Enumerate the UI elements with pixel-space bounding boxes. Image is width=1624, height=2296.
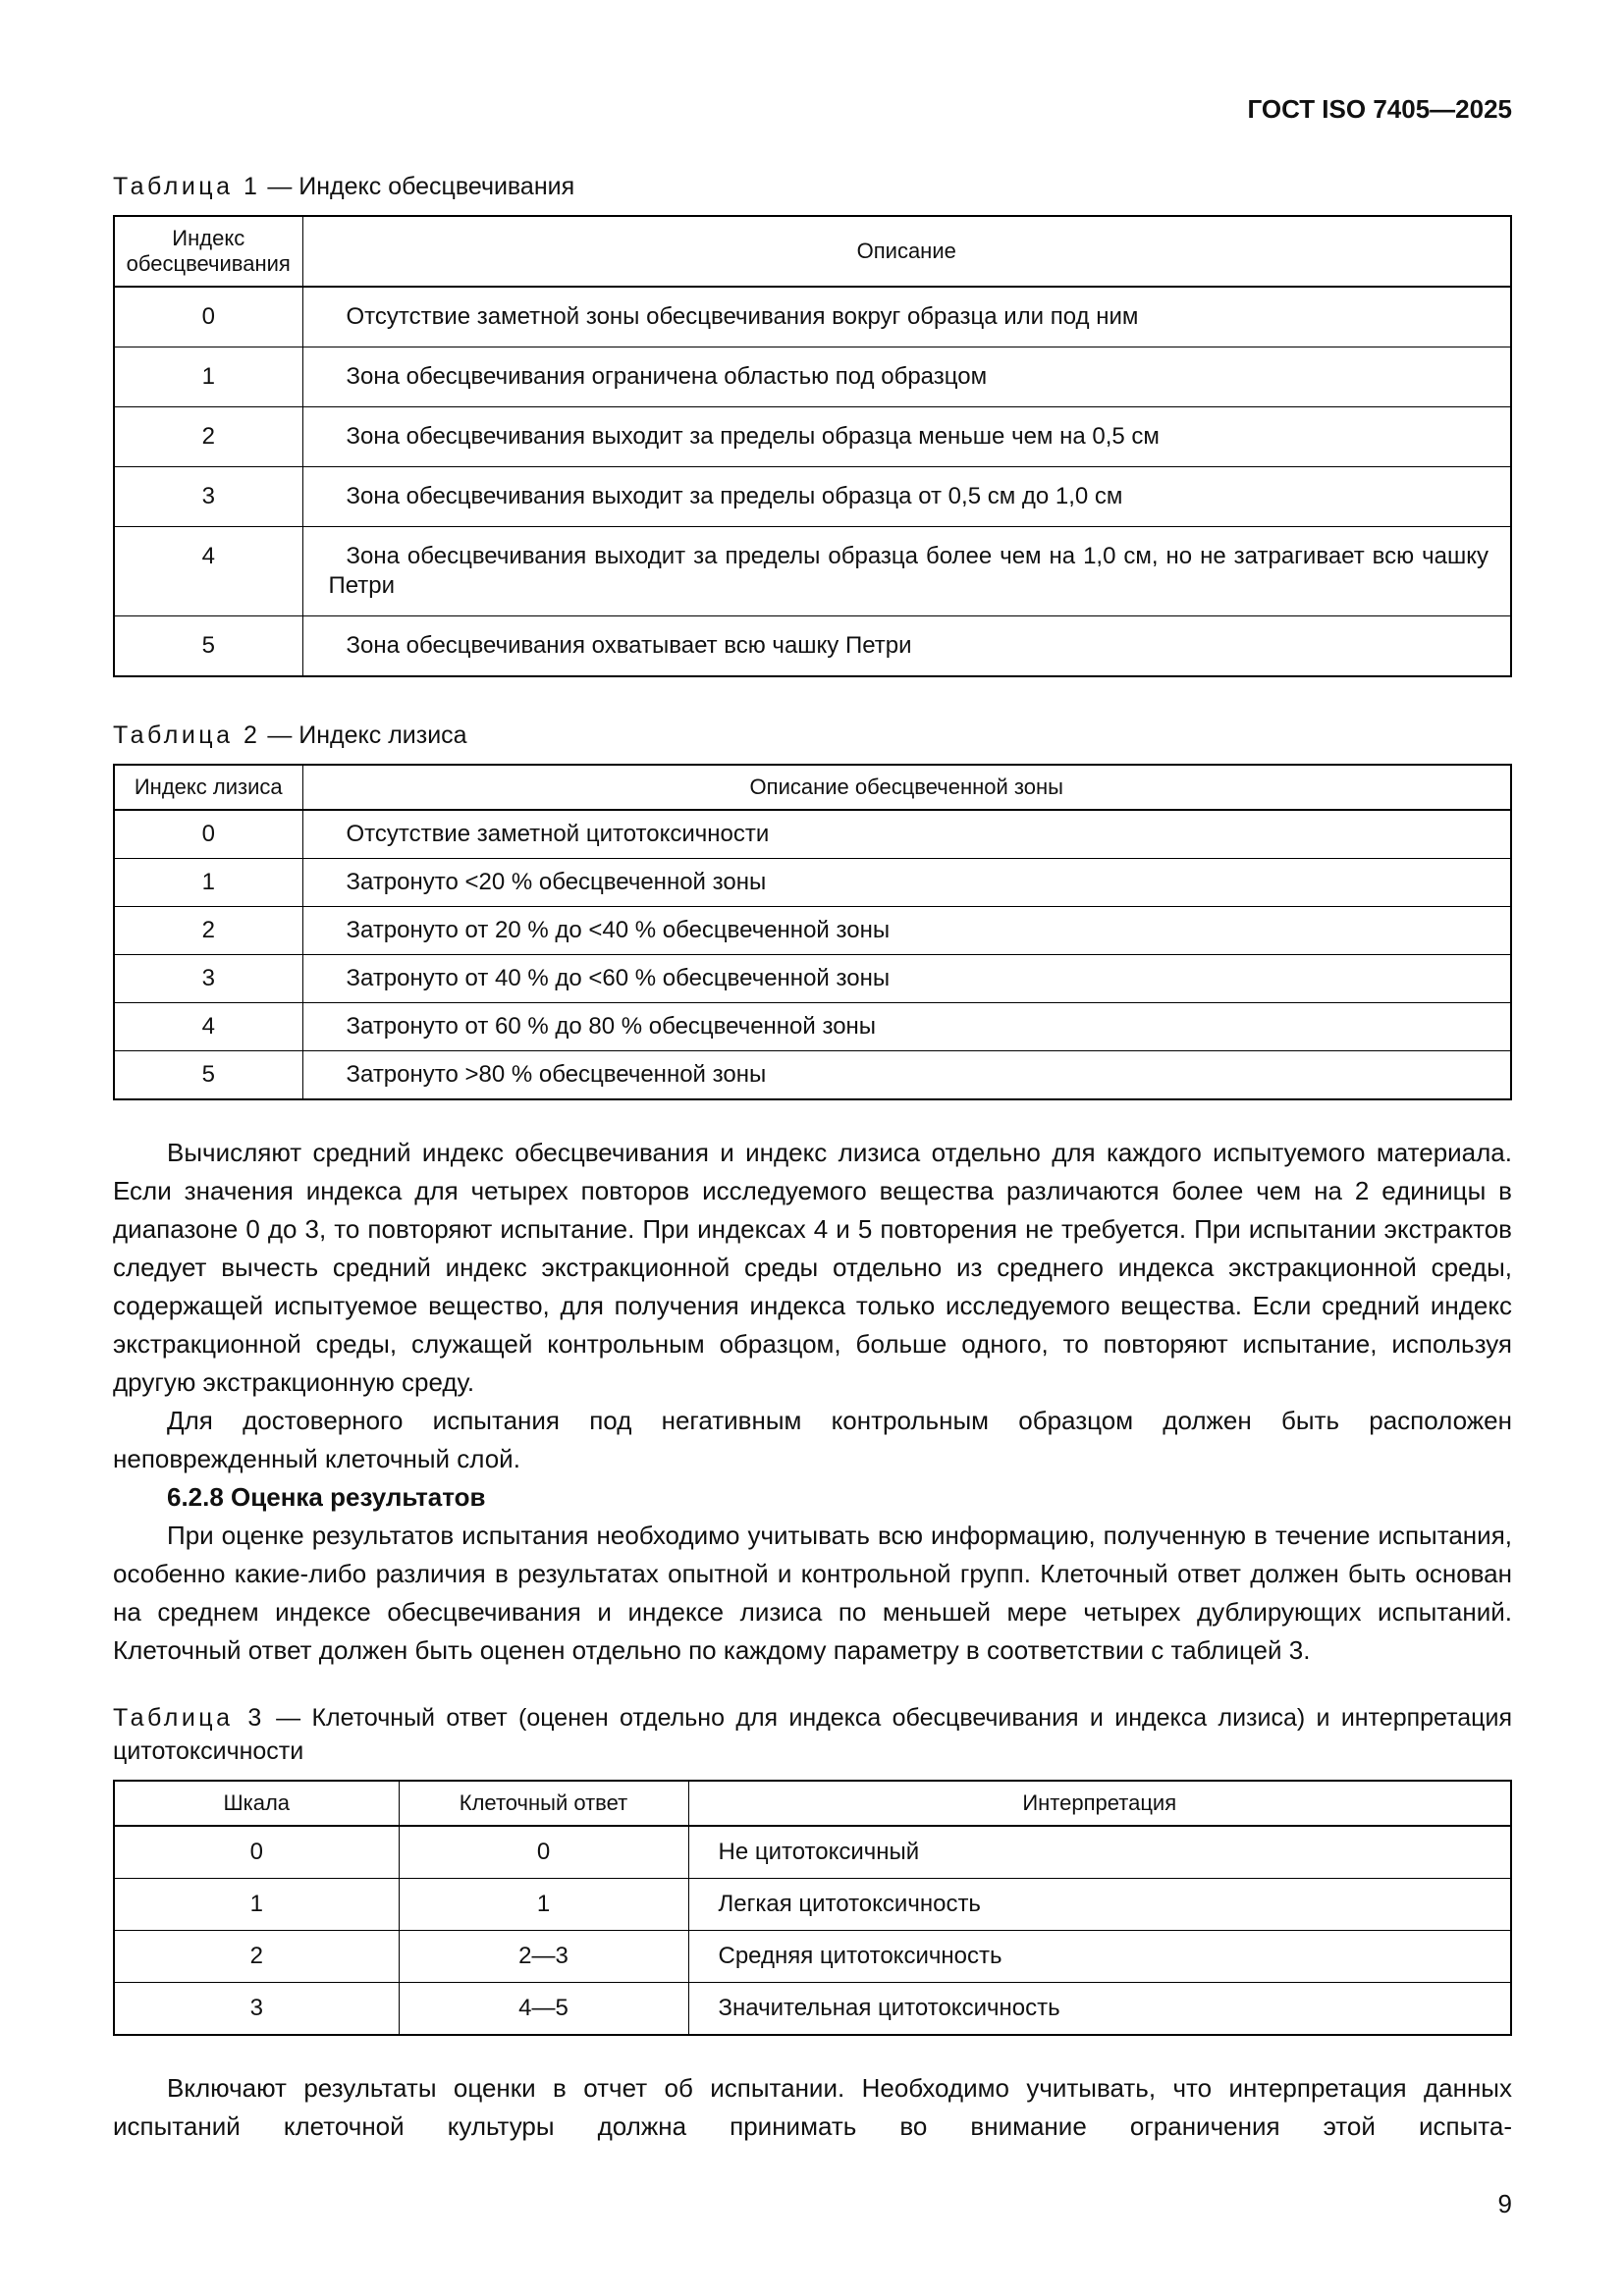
table-row xyxy=(114,907,1511,955)
description-cell: Зона обесцвечивания выходит за пределы образца меньше чем на 0,5 см xyxy=(302,407,1511,467)
table-row xyxy=(114,1983,1511,2036)
table2-caption xyxy=(113,719,1512,752)
paragraph-report: Включают результаты оценки в отчет об испытании. Необходимо учитывать, что интерпретация данных испытаний клеточной культуры должна принимать во внимание ограничения этой испыта- xyxy=(113,2073,1512,2141)
paragraph-valid-test: Для достоверного испытания под негативным контрольным образцом должен быть расположен неповрежденный клеточный слой. xyxy=(113,1406,1512,1473)
column-header: Индекс обесцвечивания xyxy=(114,216,302,287)
table-row xyxy=(114,859,1511,907)
index-cell: 0 xyxy=(114,287,302,347)
table-header-row xyxy=(114,1781,1511,1826)
table2-caption-label: Таблица 2 xyxy=(113,721,261,749)
column-header: Описание xyxy=(302,216,1511,287)
section-heading-6-2-8: 6.2.8 Оценка результатов xyxy=(167,1482,486,1512)
table3-cell-response xyxy=(113,1780,1512,2036)
description-cell: Затронуто >80 % обесцвеченной зоны xyxy=(302,1051,1511,1100)
interpretation-cell: Средняя цитотоксичность xyxy=(688,1931,1511,1983)
table-row xyxy=(114,616,1511,677)
description-cell: Зона обесцвечивания ограничена областью под образцом xyxy=(302,347,1511,407)
table3-caption-label: Таблица 3 xyxy=(113,1704,265,1732)
description-cell: Зона обесцвечивания выходит за пределы образца более чем на 1,0 см, но не затрагивает всю чашку Петри xyxy=(302,527,1511,616)
description-cell: Отсутствие заметной цитотоксичности xyxy=(302,810,1511,859)
scale-cell: 0 xyxy=(114,1826,399,1879)
interpretation-cell: Значительная цитотоксичность xyxy=(688,1983,1511,2036)
table1-discoloration-index xyxy=(113,215,1512,677)
description-cell: Затронуто от 20 % до <40 % обесцвеченной зоны xyxy=(302,907,1511,955)
description-cell: Затронуто <20 % обесцвеченной зоны xyxy=(302,859,1511,907)
paragraph-calculation: Вычисляют средний индекс обесцвечивания и индекс лизиса отдельно для каждого испытуемого материала. Если значения индекса для четырех повторов исследуемого вещества различаются более чем на 2 единицы в диапазоне 0 до 3, то повторяют испытание. При индексах 4 и 5 повторения не требуется. При испытании экстрактов следует вычесть средний индекс экстракционной среды отдельно из среднего индекса экстракционной среды, содержащей испытуемое вещество, для получения индекса только исследуемого вещества. Если средний индекс экстракционной среды, служащей контрольным образцом, больше одного, то повторяют испытание, используя другую экстракционную среду. xyxy=(113,1138,1512,1397)
table-header-row xyxy=(114,216,1511,287)
scale-cell: 3 xyxy=(114,1983,399,2036)
table-row xyxy=(114,810,1511,859)
response-cell: 0 xyxy=(399,1826,688,1879)
table2-lysis-index xyxy=(113,764,1512,1100)
index-cell: 5 xyxy=(114,1051,302,1100)
index-cell: 5 xyxy=(114,616,302,677)
column-header: Описание обесцвеченной зоны xyxy=(302,765,1511,810)
doc-number: ГОСТ ISO 7405—2025 xyxy=(1247,94,1512,124)
column-header: Индекс лизиса xyxy=(114,765,302,810)
table-row xyxy=(114,407,1511,467)
interpretation-cell: Не цитотоксичный xyxy=(688,1826,1511,1879)
scale-cell: 1 xyxy=(114,1879,399,1931)
table-header-row xyxy=(114,765,1511,810)
column-header: Интерпретация xyxy=(688,1781,1511,1826)
description-cell: Отсутствие заметной зоны обесцвечивания вокруг образца или под ним xyxy=(302,287,1511,347)
doc-header xyxy=(113,94,1512,125)
table-row xyxy=(114,1051,1511,1100)
index-cell: 3 xyxy=(114,467,302,527)
table-row xyxy=(114,1826,1511,1879)
index-cell: 2 xyxy=(114,407,302,467)
table2-caption-title: — Индекс лизиса xyxy=(267,721,467,749)
index-cell: 4 xyxy=(114,527,302,616)
response-cell: 4—5 xyxy=(399,1983,688,2036)
table3-caption xyxy=(113,1701,1512,1768)
table1-caption-label: Таблица 1 xyxy=(113,173,261,200)
response-cell: 1 xyxy=(399,1879,688,1931)
index-cell: 1 xyxy=(114,859,302,907)
table1-caption xyxy=(113,170,1512,203)
description-cell: Зона обесцвечивания охватывает всю чашку Петри xyxy=(302,616,1511,677)
table1-caption-title: — Индекс обесцвечивания xyxy=(267,173,575,200)
column-header: Шкала xyxy=(114,1781,399,1826)
scale-cell: 2 xyxy=(114,1931,399,1983)
index-cell: 0 xyxy=(114,810,302,859)
index-cell: 1 xyxy=(114,347,302,407)
table-row xyxy=(114,287,1511,347)
index-cell: 4 xyxy=(114,1003,302,1051)
table3-caption-title: — Клеточный ответ (оценен отдельно для индекса обесцвечивания и индекса лизиса) и интерпретация цитотоксичности xyxy=(113,1704,1513,1765)
table-row xyxy=(114,467,1511,527)
column-header: Клеточный ответ xyxy=(399,1781,688,1826)
index-cell: 3 xyxy=(114,955,302,1003)
index-cell: 2 xyxy=(114,907,302,955)
description-cell: Зона обесцвечивания выходит за пределы образца от 0,5 см до 1,0 см xyxy=(302,467,1511,527)
table-row xyxy=(114,1003,1511,1051)
description-cell: Затронуто от 40 % до <60 % обесцвеченной зоны xyxy=(302,955,1511,1003)
interpretation-cell: Легкая цитотоксичность xyxy=(688,1879,1511,1931)
paragraph-evaluation: При оценке результатов испытания необходимо учитывать всю информацию, полученную в течение испытания, особенно какие-либо различия в результатах опытной и контрольной групп. Клеточный ответ должен быть основан на среднем индексе обесцвечивания и индексе лизиса по меньшей мере четырех дублирующих испытаний. Клеточный ответ должен быть оценен отдельно по каждому параметру в соответствии с таблицей 3. xyxy=(113,1521,1512,1665)
table-row xyxy=(114,347,1511,407)
table-row xyxy=(114,1879,1511,1931)
page-number: 9 xyxy=(1497,2189,1512,2218)
table-row xyxy=(114,955,1511,1003)
table-row xyxy=(114,1931,1511,1983)
table-row xyxy=(114,527,1511,616)
description-cell: Затронуто от 60 % до 80 % обесцвеченной зоны xyxy=(302,1003,1511,1051)
response-cell: 2—3 xyxy=(399,1931,688,1983)
